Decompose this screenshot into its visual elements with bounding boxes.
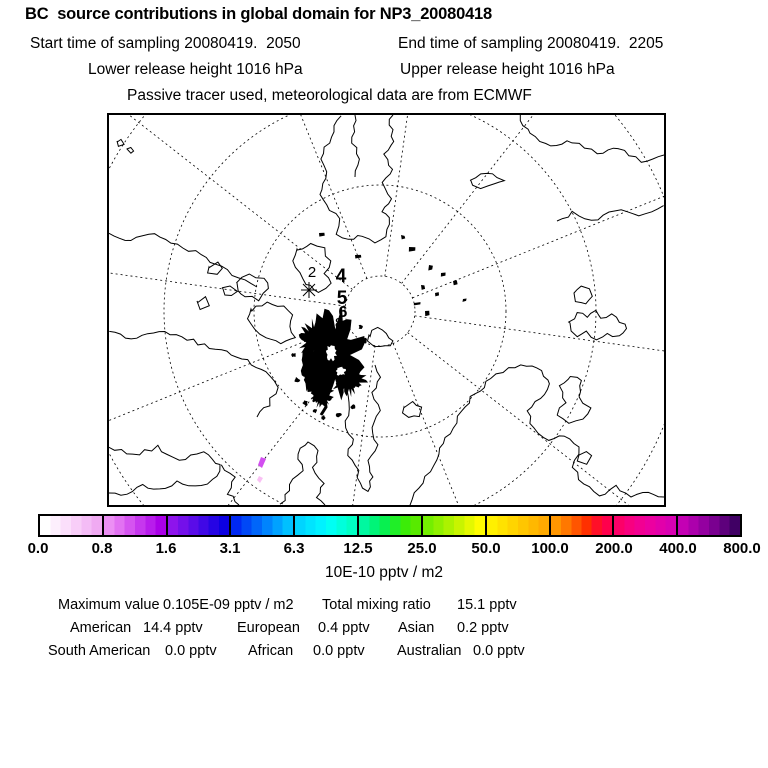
colorbar (38, 514, 742, 537)
colorbar-tick-label: 6.3 (283, 540, 305, 557)
colorbar-segment (295, 516, 359, 535)
map-number-2: 2 (307, 264, 317, 281)
coastline (557, 377, 591, 424)
coastline (569, 310, 627, 340)
colorbar-tick-label: 100.0 (531, 540, 569, 557)
map-number-6: 6 (338, 304, 348, 321)
colorbar-segment (614, 516, 678, 535)
region-south-american-value: 0.0 pptv (165, 643, 217, 659)
map-number-5: 5 (336, 288, 348, 309)
latitude-circle (345, 276, 415, 346)
latitude-circle (254, 185, 506, 437)
region-south-american-label: South American (48, 643, 151, 659)
region-asian-label: Asian (398, 620, 435, 636)
longitude-line (412, 131, 664, 298)
colorbar-tick-label: 50.0 (471, 540, 501, 557)
coastline (368, 327, 393, 346)
figure-title: BC source contributions in global domain for NP3_20080418 (25, 5, 493, 23)
map-number-8: 8 (334, 315, 344, 332)
colorbar-units: 10E-10 pptv / m2 (324, 564, 444, 581)
region-african-label: African (248, 643, 294, 659)
start-time-label: Start time of sampling 20080419. 2050 (30, 35, 301, 52)
station-marker-asterisk (301, 282, 317, 298)
cluster-speck (359, 325, 363, 329)
max-value: 0.105E-09 pptv / m2 (163, 597, 294, 613)
colorbar-tick-label: 12.5 (343, 540, 373, 557)
coastline (127, 148, 134, 154)
coastline (471, 173, 505, 188)
region-european-label: European (237, 620, 300, 636)
region-european-value: 0.4 pptv (318, 620, 370, 636)
colorbar-tick-label: 800.0 (723, 540, 761, 557)
region-american-value: 14.4 pptv (143, 620, 203, 636)
end-time-label: End time of sampling 20080419. 2205 (398, 35, 664, 52)
colorbar-segment (678, 516, 740, 535)
cluster-speck (350, 404, 355, 409)
longitude-line (408, 333, 664, 505)
colorbar-tick-label: 0.0 (27, 540, 49, 557)
tracer-note: Passive tracer used, meteorological data are from ECMWF (127, 87, 532, 104)
island-speck (453, 280, 458, 285)
region-african-value: 0.0 pptv (313, 643, 365, 659)
polar-map (107, 113, 666, 507)
graticule (109, 115, 664, 505)
latitude-circle (109, 115, 664, 505)
colorbar-segment (168, 516, 232, 535)
region-asian-value: 0.2 pptv (457, 620, 509, 636)
hotspot-mark-magenta (258, 457, 266, 468)
hotspot-mark-pink (257, 476, 263, 483)
cluster-speck (321, 415, 325, 420)
colorbar-tick-label: 200.0 (595, 540, 633, 557)
coastline (352, 115, 360, 177)
coastline (410, 365, 664, 505)
coastline (520, 115, 664, 162)
longitude-line (200, 115, 367, 279)
colorbar-segment (551, 516, 615, 535)
coastline (320, 115, 394, 243)
island-speck (319, 233, 325, 237)
upper-release-label: Upper release height 1016 hPa (400, 61, 615, 78)
polar-map-svg (109, 115, 664, 505)
coastline (574, 286, 592, 304)
island-speck (414, 302, 421, 305)
region-australian-value: 0.0 pptv (473, 643, 525, 659)
coastline (280, 442, 325, 505)
coastline (109, 233, 257, 287)
island-speck (421, 285, 425, 290)
coastline (197, 297, 209, 310)
map-number-4: 4 (335, 266, 347, 287)
coastline (109, 445, 220, 495)
colorbar-segment (487, 516, 551, 535)
coastline (403, 402, 422, 418)
cluster-speck (302, 400, 307, 406)
island-speck (428, 265, 433, 271)
cluster-speck (313, 409, 317, 413)
island-speck (435, 292, 439, 296)
source-contribution-cluster (291, 306, 368, 421)
latitude-circle (164, 115, 596, 505)
island-speck (409, 247, 416, 252)
island-speck (441, 273, 446, 277)
region-australian-label: Australian (397, 643, 462, 659)
colorbar-segment (423, 516, 487, 535)
colorbar-segment (359, 516, 423, 535)
coastline (109, 331, 278, 417)
coastlines (109, 115, 664, 505)
colorbar-tick-label: 3.1 (219, 540, 241, 557)
coastline (577, 452, 591, 465)
colorbar-ticks (0, 540, 768, 558)
longitude-line (385, 115, 447, 276)
longitude-line (402, 115, 664, 283)
lower-release-label: Lower release height 1016 hPa (88, 61, 303, 78)
cluster-speck (291, 353, 295, 357)
cluster-speck (295, 377, 301, 382)
colorbar-tick-label: 25.0 (407, 540, 437, 557)
island-speck (401, 235, 405, 239)
max-value-label: Maximum value (58, 597, 160, 613)
coastline (248, 302, 296, 344)
total-mixing-ratio-value: 15.1 pptv (457, 597, 517, 613)
colorbar-tick-label: 400.0 (659, 540, 697, 557)
coastline (237, 274, 269, 301)
colorbar-segment (40, 516, 104, 535)
colorbar-segment (231, 516, 295, 535)
coastline (221, 465, 239, 505)
cluster-speck (336, 413, 342, 417)
colorbar-tick-label: 0.8 (91, 540, 113, 557)
longitude-line (393, 343, 560, 505)
region-american-label: American (70, 620, 132, 636)
island-speck (355, 255, 361, 259)
total-mixing-ratio-label: Total mixing ratio (322, 597, 431, 613)
colorbar-tick-label: 1.6 (155, 540, 177, 557)
colorbar-segment (104, 516, 168, 535)
island-speck (425, 311, 430, 316)
longitude-line (415, 316, 664, 378)
island-speck (462, 299, 466, 302)
